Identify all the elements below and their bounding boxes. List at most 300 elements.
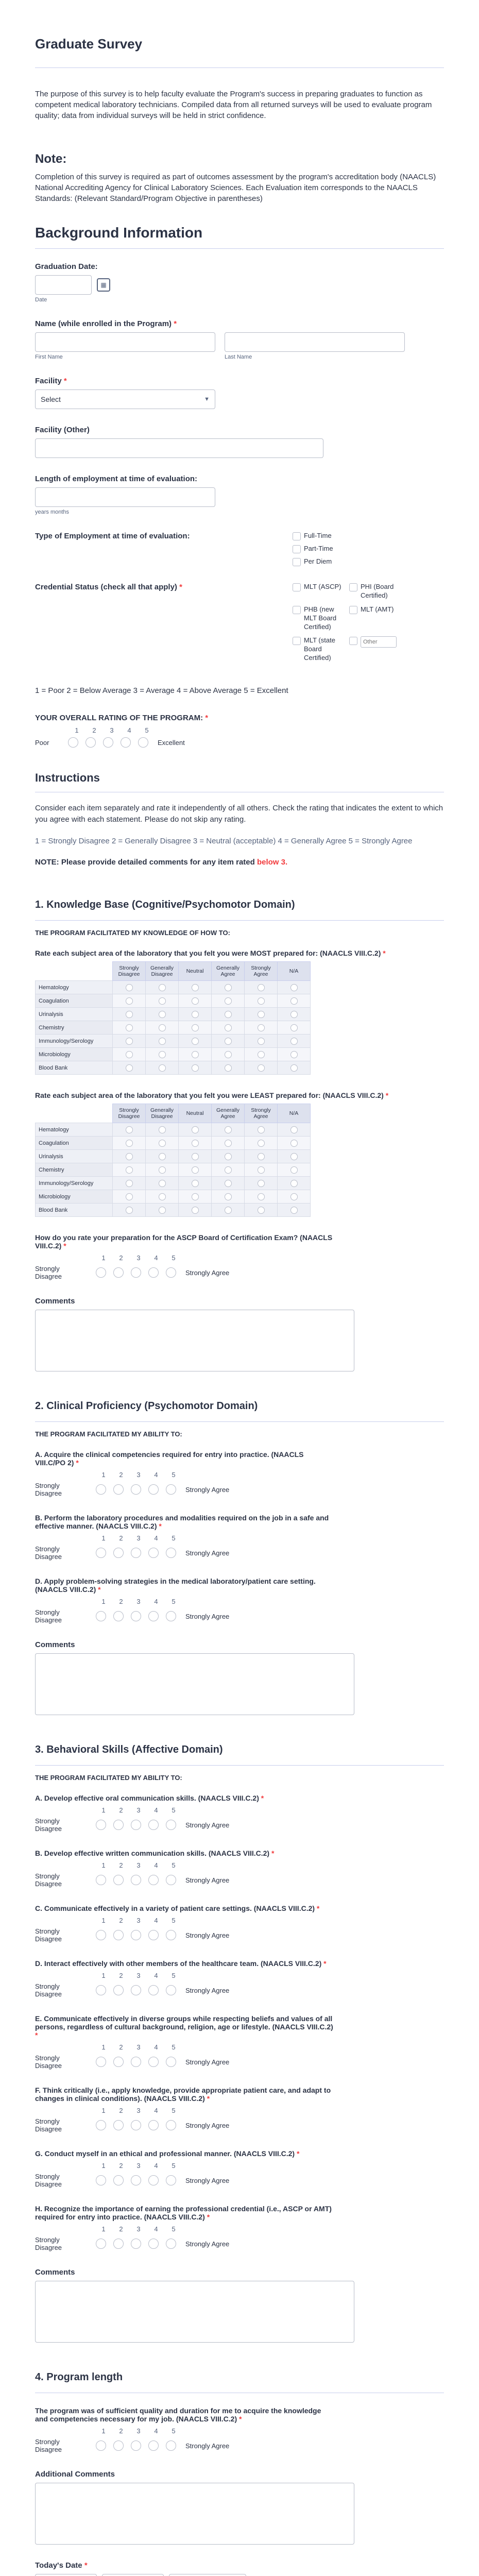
- section4-title: 4. Program length: [35, 2371, 123, 2383]
- divider: [35, 248, 444, 249]
- section1-sub: THE PROGRAM FACILITATED MY KNOWLEDGE OF HOW TO:: [35, 929, 230, 937]
- employment-type-option[interactable]: Full-Time: [293, 532, 333, 540]
- likert-question: B. Perform the laboratory procedures and modalities required on the job in a safe and effective manner. (NAACLS VIII.C.2) *: [35, 1514, 329, 1531]
- matrix-radio[interactable]: [159, 1193, 166, 1200]
- matrix-radio[interactable]: [290, 997, 298, 1005]
- matrix-radio[interactable]: [290, 1207, 298, 1214]
- matrix-table: [35, 961, 311, 1075]
- matrix-radio[interactable]: [258, 1180, 265, 1187]
- likert-high-label: Strongly Agree: [185, 2058, 230, 2066]
- likert-numbers: 1 2 3 4 5: [101, 1598, 176, 1606]
- rating-numbers: 1 2 3 4 5: [75, 726, 149, 735]
- matrix-column-header: Generally Disagree: [146, 1104, 179, 1123]
- matrix-radio[interactable]: [126, 1140, 133, 1147]
- likert-low-label: Strongly Disagree: [35, 1927, 62, 1943]
- likert-numbers: 1 2 3 4 5: [101, 2043, 176, 2052]
- likert-radio[interactable]: [113, 2239, 124, 2249]
- matrix-radio[interactable]: [192, 1126, 199, 1133]
- matrix-radio[interactable]: [225, 1024, 232, 1031]
- matrix-radio[interactable]: [290, 1140, 298, 1147]
- matrix-radio[interactable]: [225, 1153, 232, 1160]
- rating-high-label: Excellent: [158, 738, 185, 747]
- section3-sub: THE PROGRAM FACILITATED MY ABILITY TO:: [35, 1774, 182, 1782]
- rating-radio[interactable]: [121, 737, 131, 748]
- likert-numbers: 1 2 3 4 5: [101, 1861, 176, 1870]
- matrix-radio[interactable]: [258, 1038, 265, 1045]
- likert-question: E. Communicate effectively in diverse groups while respecting beliefs and values of all persons, regardless of cultural background, religion, age or lifestyle. (NAACLS VIII.C.2) *: [35, 2014, 333, 2040]
- likert-radio[interactable]: [113, 1820, 124, 1830]
- rating-radio[interactable]: [85, 737, 96, 748]
- matrix-radio[interactable]: [225, 997, 232, 1005]
- last-name-input[interactable]: [225, 332, 405, 352]
- employment-type-field: [26, 523, 453, 574]
- likert-radio[interactable]: [131, 1820, 141, 1830]
- section1-title: 1. Knowledge Base (Cognitive/Psychomotor Domain): [35, 899, 295, 911]
- likert-radio[interactable]: [131, 2175, 141, 2185]
- matrix-radio[interactable]: [290, 1024, 298, 1031]
- section3-items: [26, 1786, 453, 2260]
- likert-radio[interactable]: [166, 2057, 176, 2067]
- matrix-radio[interactable]: [225, 1011, 232, 1018]
- matrix-radio[interactable]: [290, 1126, 298, 1133]
- likert-radio[interactable]: [148, 2057, 159, 2067]
- matrix-row-label: Blood Bank: [36, 1204, 113, 1217]
- likert-radio[interactable]: [96, 1985, 106, 1995]
- likert-radio[interactable]: [131, 2441, 141, 2451]
- matrix-radio[interactable]: [126, 1166, 133, 1174]
- likert-numbers: 1 2 3 4 5: [101, 2427, 176, 2435]
- likert-low-label: Strongly Disagree: [35, 1482, 62, 1498]
- matrix-radio[interactable]: [258, 1024, 265, 1031]
- matrix-column-header: Generally Agree: [212, 1104, 245, 1123]
- matrix-radio[interactable]: [126, 1153, 133, 1160]
- employment-length-label: Length of employment at time of evaluation:: [35, 474, 198, 483]
- likert-low-label: Strongly Disagree: [35, 2117, 62, 2133]
- likert-radio[interactable]: [166, 1930, 176, 1940]
- likert-question: How do you rate your preparation for the ASCP Board of Certification Exam? (NAACLS VIII.C.2) *: [35, 1233, 333, 1250]
- matrix-radio[interactable]: [126, 1024, 133, 1031]
- matrix-radio[interactable]: [126, 1207, 133, 1214]
- likert-numbers: 1 2 3 4 5: [101, 2107, 176, 2115]
- matrix-radio[interactable]: [126, 1038, 133, 1045]
- comments-label: Comments: [35, 1640, 75, 1650]
- likert-radio[interactable]: [96, 2120, 106, 2130]
- credential-option[interactable]: PHI (Board Certified): [349, 583, 401, 600]
- matrix-row-label: Immunology/Serology: [36, 1035, 113, 1048]
- likert-radio[interactable]: [113, 2120, 124, 2130]
- matrix-row: [36, 1061, 311, 1075]
- note-text: Completion of this survey is required as part of outcomes assessment by the program's accreditation body (NAACLS) National Accrediting Agency for Clinical Laboratory Sciences. Each Evaluation item corresponds to the NAACLS Standards: (Relevant Standard/Program Objective in parentheses): [35, 173, 436, 203]
- matrix-radio[interactable]: [225, 1038, 232, 1045]
- matrix-radio[interactable]: [126, 984, 133, 991]
- comments-label: Comments: [35, 2268, 75, 2277]
- likert-radio[interactable]: [113, 1985, 124, 1995]
- matrix-radio[interactable]: [159, 1153, 166, 1160]
- rating-radio[interactable]: [103, 737, 113, 748]
- likert-radio[interactable]: [166, 1875, 176, 1885]
- likert-low-label: Strongly Disagree: [35, 1982, 62, 1998]
- likert-radio[interactable]: [166, 1267, 176, 1278]
- likert-question: B. Develop effective written communication skills. (NAACLS VIII.C.2) *: [35, 1849, 275, 1858]
- likert-radio[interactable]: [96, 2057, 106, 2067]
- likert-radio[interactable]: [131, 1548, 141, 1558]
- matrix-radio[interactable]: [258, 1140, 265, 1147]
- credential-label: Credential Status (check all that apply) *: [35, 583, 182, 591]
- likert-radio[interactable]: [113, 2441, 124, 2451]
- likert-radio[interactable]: [131, 2057, 141, 2067]
- matrix-radio[interactable]: [258, 1207, 265, 1214]
- employment-length-input[interactable]: [35, 487, 215, 507]
- matrix-row: [36, 1150, 311, 1163]
- matrix-column-header: N/A: [278, 962, 311, 981]
- likert-item: [26, 1442, 345, 1505]
- likert-radio[interactable]: [166, 1548, 176, 1558]
- likert-radio[interactable]: [131, 1985, 141, 1995]
- likert-radio[interactable]: [148, 1484, 159, 1495]
- likert-radio[interactable]: [96, 1484, 106, 1495]
- matrix-row-label: Urinalysis: [36, 1008, 113, 1021]
- likert-high-label: Strongly Agree: [185, 2121, 230, 2129]
- year-input[interactable]: [169, 2574, 246, 2576]
- matrix-radio[interactable]: [258, 1153, 265, 1160]
- likert-radio[interactable]: [148, 1548, 159, 1558]
- divider: [35, 67, 444, 68]
- matrix-radio[interactable]: [290, 1051, 298, 1058]
- likert-high-label: Strongly Agree: [185, 1612, 230, 1620]
- matrix-radio[interactable]: [258, 997, 265, 1005]
- likert-item: [26, 1569, 345, 1632]
- comments-textarea[interactable]: [35, 1653, 354, 1715]
- matrix-column-header: Generally Agree: [212, 962, 245, 981]
- facility-other-label: Facility (Other): [35, 426, 90, 434]
- matrix-radio[interactable]: [290, 1193, 298, 1200]
- likert-radio[interactable]: [166, 1985, 176, 1995]
- likert-radio[interactable]: [131, 1484, 141, 1495]
- likert-radio[interactable]: [113, 2175, 124, 2185]
- likert-radio[interactable]: [148, 2175, 159, 2185]
- employment-type-option[interactable]: Per Diem: [293, 557, 333, 566]
- matrix-radio[interactable]: [192, 1207, 199, 1214]
- matrix-radio[interactable]: [290, 1038, 298, 1045]
- matrix-row-label: Microbiology: [36, 1048, 113, 1061]
- credential-option[interactable]: MLT (state Board Certified): [293, 636, 344, 663]
- likert-numbers: 1 2 3 4 5: [101, 2162, 176, 2170]
- matrix-radio[interactable]: [290, 1064, 298, 1072]
- facility-select-value: Select: [41, 395, 61, 403]
- matrix-row-label: Coagulation: [36, 1137, 113, 1150]
- matrix-radio[interactable]: [258, 1064, 265, 1072]
- matrix-row: [36, 1123, 311, 1137]
- likert-radio[interactable]: [148, 1611, 159, 1621]
- matrix-row: [36, 1190, 311, 1204]
- likert-radio[interactable]: [113, 1930, 124, 1940]
- calendar-icon[interactable]: ▦: [97, 278, 110, 292]
- matrix-radio[interactable]: [290, 1011, 298, 1018]
- likert-item: [26, 2006, 345, 2078]
- matrix-row-label: Microbiology: [36, 1190, 113, 1204]
- additional-comments: [26, 2462, 453, 2553]
- employment-type-option[interactable]: Part-Time: [293, 545, 333, 553]
- matrix-radio[interactable]: [225, 1207, 232, 1214]
- likert-radio[interactable]: [96, 1548, 106, 1558]
- section1-comments: [26, 1289, 453, 1380]
- matrix-radio[interactable]: [126, 997, 133, 1005]
- matrix-radio[interactable]: [159, 1126, 166, 1133]
- matrix-radio[interactable]: [192, 1193, 199, 1200]
- matrix-radio[interactable]: [225, 1193, 232, 1200]
- instructions-note: NOTE: Please provide detailed comments for any item rated below 3.: [35, 858, 288, 867]
- likert-radio[interactable]: [131, 1611, 141, 1621]
- likert-item: [26, 2398, 345, 2462]
- likert-low-label: Strongly Disagree: [35, 2173, 62, 2189]
- likert-numbers: 1 2 3 4 5: [101, 1972, 176, 1980]
- likert-radio[interactable]: [96, 2441, 106, 2451]
- matrix-radio[interactable]: [126, 1064, 133, 1072]
- likert-radio[interactable]: [166, 1820, 176, 1830]
- matrix-radio[interactable]: [225, 1180, 232, 1187]
- matrix-row: [36, 1021, 311, 1035]
- matrix-radio[interactable]: [192, 997, 199, 1005]
- section4-items: [26, 2398, 453, 2462]
- instructions-scale: 1 = Strongly Disagree 2 = Generally Disagree 3 = Neutral (acceptable) 4 = Generally Agree 5 = Strongly Agree: [35, 836, 413, 845]
- matrix-radio[interactable]: [290, 1180, 298, 1187]
- likert-high-label: Strongly Agree: [185, 1485, 230, 1494]
- matrix-radio[interactable]: [290, 984, 298, 991]
- matrix-radio[interactable]: [159, 1051, 166, 1058]
- likert-question: D. Interact effectively with other members of the healthcare team. (NAACLS VIII.C.2) *: [35, 1959, 327, 1968]
- matrix-radio[interactable]: [290, 1166, 298, 1174]
- other-input[interactable]: [361, 636, 397, 648]
- matrix-column-header: Strongly Disagree: [113, 962, 146, 981]
- additional-comments-label: Additional Comments: [35, 2470, 115, 2479]
- likert-radio[interactable]: [131, 1930, 141, 1940]
- matrix-column-header: Neutral: [179, 1104, 212, 1123]
- matrix-row: [36, 1048, 311, 1061]
- board-exam-question: [26, 1225, 345, 1289]
- credential-field: [26, 574, 453, 671]
- note-title: Note:: [35, 152, 67, 166]
- matrix-row: [36, 1204, 311, 1217]
- likert-item: [26, 2196, 345, 2260]
- section3-comments: [26, 2260, 453, 2351]
- matrix-radio[interactable]: [126, 1011, 133, 1018]
- likert-radio[interactable]: [166, 2120, 176, 2130]
- matrix-radio[interactable]: [258, 984, 265, 991]
- matrix-radio[interactable]: [126, 1193, 133, 1200]
- likert-high-label: Strongly Agree: [185, 1876, 230, 1884]
- employment-length-field: [26, 466, 453, 523]
- credential-option[interactable]: PHB (new MLT Board Certified): [293, 605, 344, 632]
- employment-type-label: Type of Employment at time of evaluation:: [35, 532, 190, 540]
- likert-question: A. Develop effective oral communication skills. (NAACLS VIII.C.2) *: [35, 1794, 264, 1803]
- likert-radio[interactable]: [166, 2239, 176, 2249]
- likert-radio[interactable]: [96, 1930, 106, 1940]
- matrix-radio[interactable]: [225, 984, 232, 991]
- likert-radio[interactable]: [131, 2239, 141, 2249]
- likert-radio[interactable]: [148, 2239, 159, 2249]
- matrix-row-label: Blood Bank: [36, 1061, 113, 1075]
- likert-radio[interactable]: [113, 1484, 124, 1495]
- matrix-radio[interactable]: [225, 1140, 232, 1147]
- likert-radio[interactable]: [148, 1820, 159, 1830]
- matrix-radio[interactable]: [159, 1180, 166, 1187]
- likert-radio[interactable]: [96, 2239, 106, 2249]
- likert-radio[interactable]: [148, 2441, 159, 2451]
- credential-option-other[interactable]: [349, 636, 401, 663]
- matrix-column-header: Neutral: [179, 962, 212, 981]
- likert-radio[interactable]: [166, 1611, 176, 1621]
- matrix-radio[interactable]: [159, 997, 166, 1005]
- likert-low-label: Strongly Disagree: [35, 1545, 62, 1561]
- form-title: Graduate Survey: [35, 36, 143, 52]
- matrix-radio[interactable]: [192, 1140, 199, 1147]
- matrix-radio[interactable]: [159, 1064, 166, 1072]
- facility-other-input[interactable]: [35, 438, 323, 458]
- matrix-radio[interactable]: [159, 1038, 166, 1045]
- likert-radio[interactable]: [148, 1267, 159, 1278]
- likert-high-label: Strongly Agree: [185, 2176, 230, 2184]
- matrix-radio[interactable]: [225, 1166, 232, 1174]
- facility-select[interactable]: [35, 389, 215, 409]
- likert-numbers: 1 2 3 4 5: [101, 1254, 176, 1262]
- matrix-radio[interactable]: [192, 1153, 199, 1160]
- matrix-radio[interactable]: [192, 984, 199, 991]
- likert-numbers: 1 2 3 4 5: [101, 1471, 176, 1479]
- likert-radio[interactable]: [148, 1985, 159, 1995]
- matrix-radio[interactable]: [126, 1051, 133, 1058]
- matrix-radio[interactable]: [225, 1051, 232, 1058]
- least-prepared-matrix: [26, 1083, 453, 1225]
- matrix-row-label: Chemistry: [36, 1021, 113, 1035]
- matrix-row-label: Chemistry: [36, 1163, 113, 1177]
- matrix-radio[interactable]: [192, 1064, 199, 1072]
- section2-title: 2. Clinical Proficiency (Psychomotor Domain): [35, 1400, 258, 1412]
- matrix-radio[interactable]: [159, 1140, 166, 1147]
- likert-question: F. Think critically (i.e., apply knowledge, provide appropriate patient care, and adapt to changes in clinical conditions). (NAACLS VIII.C.2) *: [35, 2086, 331, 2103]
- likert-item: [26, 1896, 345, 1951]
- section3-title: 3. Behavioral Skills (Affective Domain): [35, 1744, 223, 1756]
- matrix-radio[interactable]: [192, 1051, 199, 1058]
- matrix-radio[interactable]: [192, 1166, 199, 1174]
- likert-radio[interactable]: [113, 1548, 124, 1558]
- credential-option[interactable]: MLT (ASCP): [293, 583, 344, 600]
- matrix-radio[interactable]: [258, 1126, 265, 1133]
- likert-radio[interactable]: [148, 1930, 159, 1940]
- comments-textarea[interactable]: [35, 1310, 354, 1371]
- likert-radio[interactable]: [113, 1875, 124, 1885]
- matrix-row-label: Immunology/Serology: [36, 1177, 113, 1190]
- matrix-radio[interactable]: [159, 1024, 166, 1031]
- likert-radio[interactable]: [113, 1267, 124, 1278]
- matrix-radio[interactable]: [192, 1180, 199, 1187]
- rating-radio[interactable]: [68, 737, 78, 748]
- matrix-column-header: Strongly Agree: [245, 962, 278, 981]
- divider: [35, 1421, 444, 1422]
- rating-low-label: Poor: [35, 738, 49, 747]
- matrix-row: [36, 1137, 311, 1150]
- likert-radio[interactable]: [96, 1875, 106, 1885]
- matrix-radio[interactable]: [290, 1153, 298, 1160]
- matrix-row: [36, 1163, 311, 1177]
- month-input[interactable]: [35, 2574, 97, 2576]
- graduation-date-field: [26, 254, 453, 311]
- matrix-radio[interactable]: [192, 1011, 199, 1018]
- likert-radio[interactable]: [148, 2120, 159, 2130]
- likert-item: [26, 1951, 345, 2006]
- name-label: Name (while enrolled in the Program) *: [35, 319, 177, 328]
- matrix-radio[interactable]: [225, 1064, 232, 1072]
- likert-radio[interactable]: [131, 2120, 141, 2130]
- likert-high-label: Strongly Agree: [185, 1821, 230, 1829]
- matrix-radio[interactable]: [192, 1038, 199, 1045]
- likert-high-label: Strongly Agree: [185, 2240, 230, 2248]
- matrix-radio[interactable]: [159, 984, 166, 991]
- matrix-row-label: Coagulation: [36, 994, 113, 1008]
- likert-radio[interactable]: [113, 1611, 124, 1621]
- likert-radio[interactable]: [96, 2175, 106, 2185]
- employment-length-sub: years months: [35, 509, 70, 515]
- likert-radio[interactable]: [148, 1875, 159, 1885]
- likert-high-label: Strongly Agree: [185, 1931, 230, 1939]
- likert-radio[interactable]: [166, 2441, 176, 2451]
- matrix-radio[interactable]: [159, 1011, 166, 1018]
- matrix-column-header: Strongly Agree: [245, 1104, 278, 1123]
- matrix-radio[interactable]: [225, 1126, 232, 1133]
- matrix-radio[interactable]: [192, 1024, 199, 1031]
- likert-item: [26, 1505, 345, 1569]
- first-name-input[interactable]: [35, 332, 215, 352]
- rating-radio[interactable]: [138, 737, 148, 748]
- credential-option[interactable]: MLT (AMT): [349, 605, 401, 632]
- likert-radio[interactable]: [113, 2057, 124, 2067]
- section2-sub: THE PROGRAM FACILITATED MY ABILITY TO:: [35, 1430, 182, 1438]
- facility-field: [26, 368, 453, 417]
- likert-numbers: 1 2 3 4 5: [101, 1534, 176, 1543]
- matrix-radio[interactable]: [258, 1051, 265, 1058]
- likert-item: [26, 2141, 345, 2196]
- matrix-radio[interactable]: [258, 1166, 265, 1174]
- matrix-radio[interactable]: [258, 1193, 265, 1200]
- likert-radio[interactable]: [96, 1267, 106, 1278]
- likert-radio[interactable]: [166, 2175, 176, 2185]
- likert-radio[interactable]: [131, 1875, 141, 1885]
- comments-textarea[interactable]: [35, 2483, 354, 2545]
- likert-question: G. Conduct myself in an ethical and professional manner. (NAACLS VIII.C.2) *: [35, 2149, 300, 2158]
- background-title: Background Information: [35, 225, 203, 241]
- matrix-row: [36, 1035, 311, 1048]
- likert-radio[interactable]: [166, 1484, 176, 1495]
- matrix-radio[interactable]: [126, 1180, 133, 1187]
- likert-low-label: Strongly Disagree: [35, 1817, 62, 1833]
- section2-items: [26, 1442, 453, 1632]
- matrix-radio[interactable]: [159, 1166, 166, 1174]
- matrix-row-label: Hematology: [36, 1123, 113, 1137]
- rating-legend: 1 = Poor 2 = Below Average 3 = Average 4 = Above Average 5 = Excellent: [35, 686, 288, 696]
- graduation-date-input[interactable]: [35, 275, 92, 295]
- likert-radio[interactable]: [96, 1820, 106, 1830]
- matrix-radio[interactable]: [258, 1011, 265, 1018]
- matrix-radio[interactable]: [126, 1126, 133, 1133]
- likert-radio[interactable]: [131, 1267, 141, 1278]
- likert-high-label: Strongly Agree: [185, 1549, 230, 1557]
- likert-radio[interactable]: [96, 1611, 106, 1621]
- comments-textarea[interactable]: [35, 2281, 354, 2343]
- matrix-radio[interactable]: [159, 1207, 166, 1214]
- likert-item: [26, 1786, 345, 1841]
- day-input[interactable]: [102, 2574, 164, 2576]
- intro-text: The purpose of this survey is to help faculty evaluate the Program's success in preparing graduates to function as competent medical laboratory technicians. Compiled data from all returned surveys will be used to evaluate program quality; data from individual surveys will be held in strict confidence.: [35, 90, 432, 120]
- likert-item: [26, 2078, 345, 2141]
